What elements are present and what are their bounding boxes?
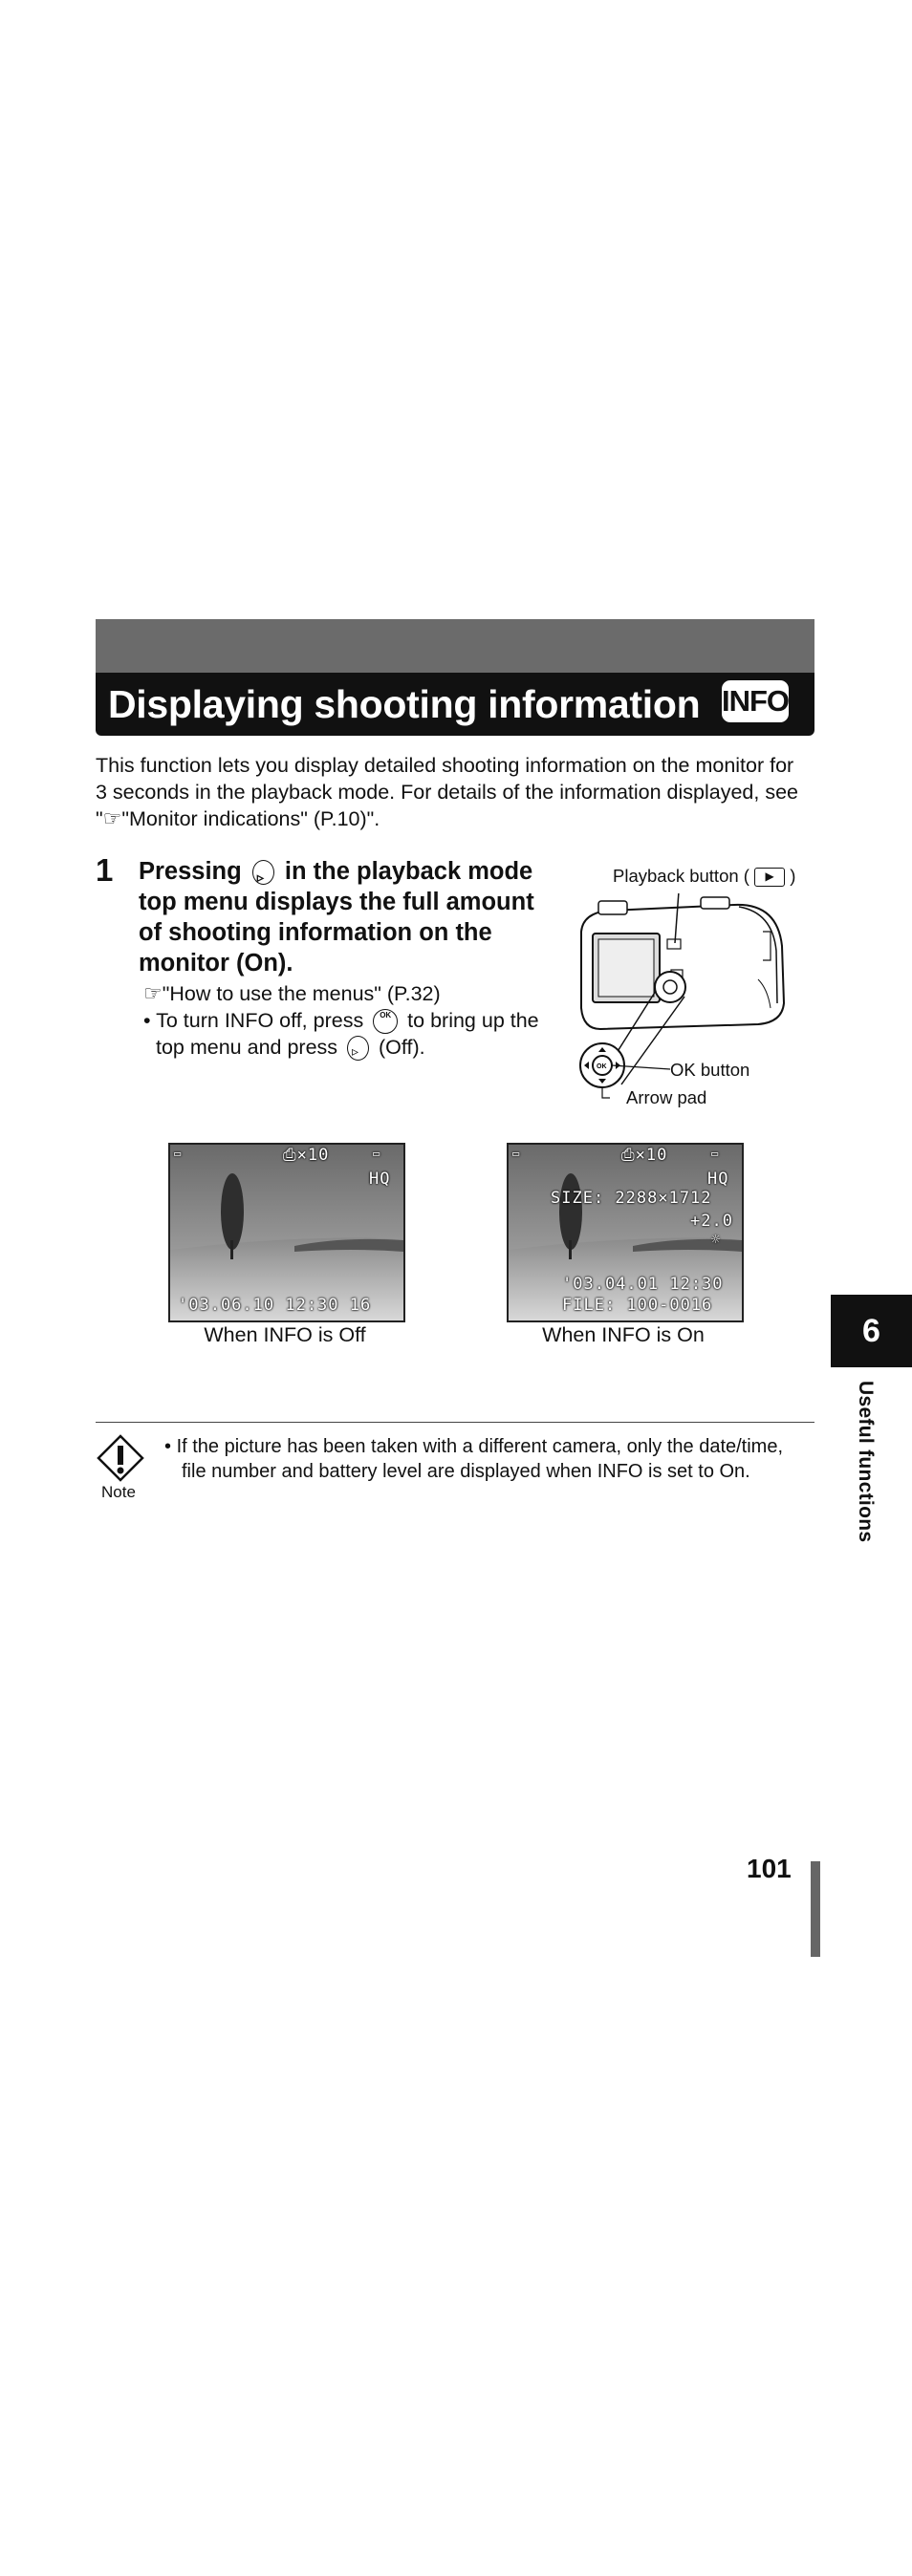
tip-line-1 — [143, 1007, 539, 1034]
bullet: • — [164, 1436, 172, 1457]
tip-text-d: (Off). — [379, 1036, 425, 1059]
quote-mark: " — [96, 807, 103, 830]
print-count: ⎙×10 — [621, 1146, 668, 1165]
note-line-1-text: If the picture has been taken with a different camera, only the date/time, — [176, 1436, 784, 1457]
date-time-frame: '03.06.10 12:30 16 — [178, 1296, 372, 1315]
step-heading-line-4: monitor (On). — [139, 950, 293, 977]
chapter-tab: 6 — [831, 1295, 912, 1367]
tip-text-c: top menu and press — [156, 1036, 338, 1059]
lcd-info-on — [507, 1143, 744, 1322]
step-heading-line-3: of shooting information on the — [139, 919, 492, 946]
print-count: ⎙×10 — [283, 1146, 330, 1165]
step-number: 1 — [96, 852, 114, 888]
reference-hand-icon: ☞ — [102, 806, 122, 830]
arrow-right-button-icon — [347, 1036, 369, 1061]
quality-indicator: HQ — [369, 1170, 391, 1189]
intro-line-2: 3 seconds in the playback mode. For details of the information displayed, see — [96, 781, 798, 804]
caption-info-on: When INFO is On — [542, 1323, 705, 1346]
bullet: • — [143, 1009, 151, 1032]
page-title: Displaying shooting information — [108, 682, 701, 726]
battery-icon: ▭ — [512, 1147, 521, 1160]
heading-text-a: Pressing — [139, 858, 242, 885]
reference-hand-icon: ☞ — [143, 981, 163, 1005]
battery-icon: ▭ — [174, 1147, 183, 1160]
note-text — [164, 1434, 824, 1484]
ok-button-label: OK button — [670, 1060, 750, 1080]
menu-reference — [143, 980, 441, 1007]
file-number: FILE: 100-0016 — [562, 1296, 713, 1315]
svg-text:OK: OK — [597, 1063, 607, 1070]
arrow-pad-label: Arrow pad — [626, 1087, 707, 1107]
playback-button-label — [613, 866, 795, 887]
step-heading-line-1 — [139, 856, 559, 887]
playback-label-text: Playback button ( — [613, 866, 749, 886]
white-balance-icon: ☼ — [711, 1231, 722, 1248]
note-line-2: file number and battery level are displayed when INFO is set to On. — [182, 1461, 750, 1482]
info-badge: INFO — [722, 680, 789, 722]
playback-label-close: ) — [790, 866, 796, 886]
ok-button-icon — [373, 1009, 398, 1034]
heading-text-b: in the playback mode — [284, 858, 533, 885]
page-marker-bar — [811, 1861, 820, 1957]
header-band — [96, 619, 814, 673]
chapter-label — [854, 1381, 882, 1572]
card-icon: ▭ — [373, 1147, 381, 1160]
step-heading-line-2: top menu displays the full amount — [139, 889, 534, 915]
tip-line-2 — [156, 1034, 425, 1061]
intro-paragraph — [96, 752, 814, 832]
exposure-compensation: +2.0 — [690, 1212, 733, 1231]
page-number: 101 — [747, 1854, 792, 1883]
lcd-info-off — [168, 1143, 405, 1322]
ok-icon-text: OK — [380, 1011, 392, 1020]
play-icon: ▶ — [754, 868, 785, 887]
note-divider — [96, 1422, 814, 1423]
intro-reference-text: "Monitor indications" (P.10)". — [121, 807, 380, 830]
note-warning-icon — [97, 1434, 144, 1482]
menu-reference-text: "How to use the menus" (P.32) — [162, 982, 441, 1005]
arrow-right-button-icon — [252, 860, 274, 885]
note-line-1 — [164, 1434, 824, 1459]
tip-text-a: To turn INFO off, press — [156, 1009, 364, 1032]
note-label: Note — [101, 1483, 136, 1501]
image-size: SIZE: 2288×1712 — [551, 1189, 712, 1208]
caption-info-off: When INFO is Off — [204, 1323, 366, 1346]
date-time: '03.04.01 12:30 — [562, 1275, 724, 1294]
step-heading — [139, 856, 559, 978]
tip-text-b: to bring up the — [407, 1009, 539, 1032]
intro-line-3 — [96, 805, 814, 832]
intro-line-1: This function lets you display detailed shooting information on the monitor for — [96, 754, 794, 777]
quality-indicator: HQ — [707, 1170, 729, 1189]
chapter-label-text: Useful functions — [855, 1381, 877, 1543]
card-icon: ▭ — [711, 1147, 720, 1160]
